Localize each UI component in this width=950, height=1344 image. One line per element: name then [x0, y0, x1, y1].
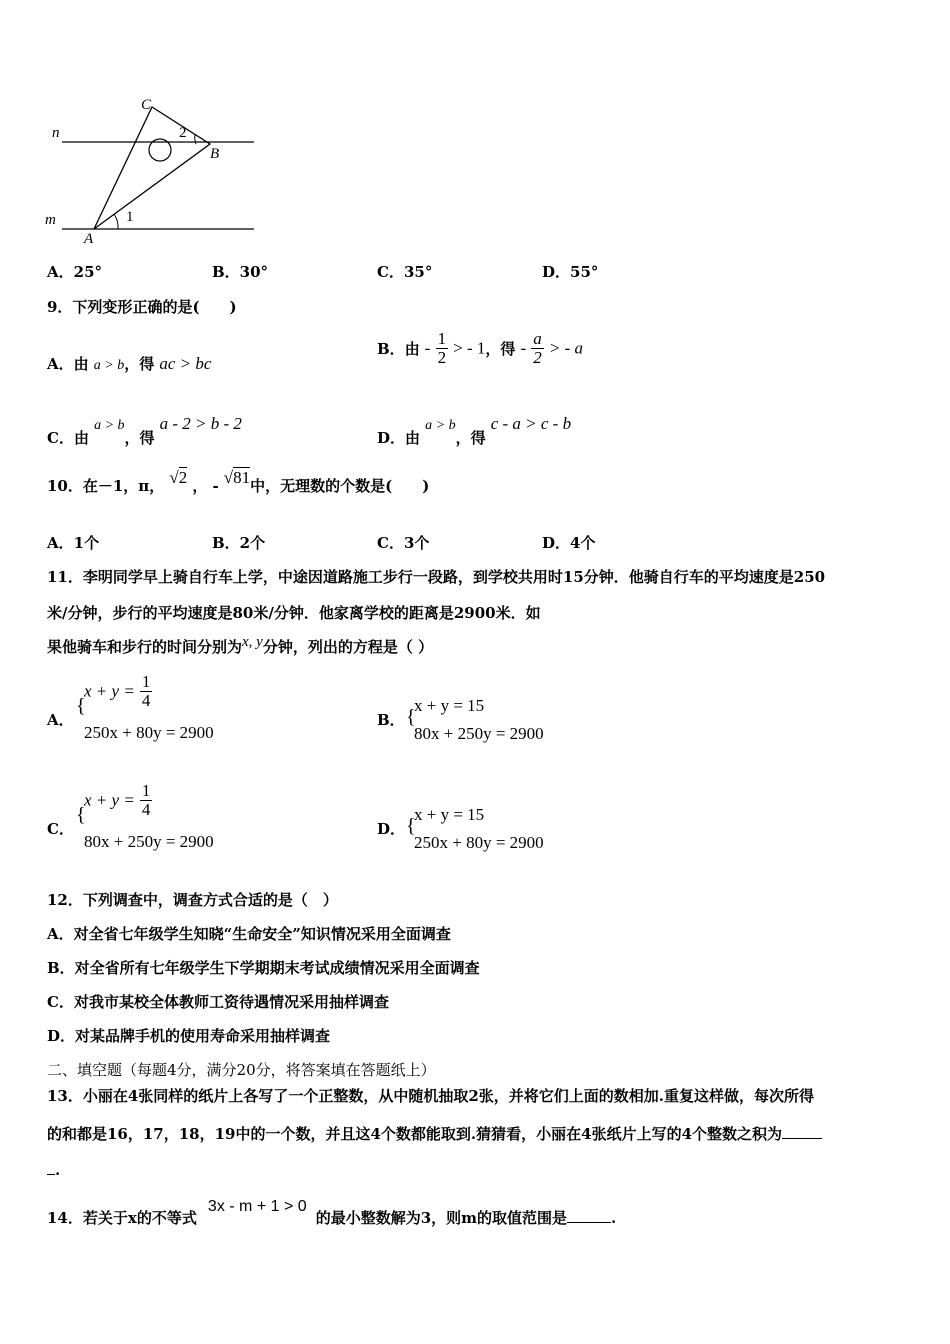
q9-a-cond: a > b — [93, 358, 125, 373]
q10-root-81: √81 — [223, 468, 251, 487]
q11-b-brace: { — [406, 706, 416, 728]
q11-a-den: 4 — [141, 690, 151, 710]
angle-1-arc — [114, 214, 118, 229]
q11-d-eq1: x + y = 15 — [414, 805, 485, 824]
q9-d-you: 由 — [405, 429, 421, 447]
q9-d-cond: a > b — [425, 418, 456, 433]
q9-c-you: 由 — [73, 429, 89, 447]
q11-c-eq1: x + y = — [84, 790, 135, 810]
q9-b-rest1: > - 1 — [453, 338, 486, 358]
q12-option-b[interactable]: B．对全省所有七年级学生下学期期末考试成绩情况采用全面调查 — [47, 959, 480, 977]
q9-b-get: ，得 — [485, 339, 516, 358]
q13-line-2-text: 的和都是16，17，18，19中的一个数，并且这4个数都能取到.猜猜看，小丽在4张纸片上写的4个整数之积为 — [47, 1125, 783, 1143]
q11-a-eq1: x + y = — [84, 681, 135, 701]
q10-stem-b: 中，无理数的个数是( ) — [250, 477, 430, 495]
q10-root-2: √2 — [169, 468, 188, 487]
q9-c-result: a - 2 > b - 2 — [159, 414, 242, 433]
q12-option-d[interactable]: D．对某品牌手机的使用寿命采用抽样调查 — [47, 1027, 331, 1045]
q8-option-b[interactable]: B．30° — [212, 263, 269, 281]
geometry-figure — [40, 92, 270, 252]
q10-stem-a: 10．在－1，π， — [47, 477, 165, 495]
q10-option-a[interactable]: A．1个 — [47, 534, 100, 552]
q11-c-brace: { — [76, 804, 86, 826]
q8-option-a[interactable]: A．25° — [47, 263, 103, 281]
label-b: B — [210, 146, 220, 162]
q9-option-d[interactable] — [377, 413, 572, 447]
q12-stem: 12．下列调查中，调查方式合适的是（ ） — [47, 891, 338, 909]
q9-b-minus: - — [424, 338, 431, 358]
q11-c-label: C． — [47, 820, 74, 838]
q11-c-fraction — [140, 782, 153, 819]
q11-d-label: D． — [377, 820, 406, 838]
q11-line-1: 11．李明同学早上骑自行车上学，中途因道路施工步行一段路，到学校共用时15分钟．他骑自行车的平均速度是250 — [47, 568, 826, 586]
q9-option-c[interactable] — [47, 413, 242, 447]
q9-c-label: C． — [47, 429, 74, 447]
label-angle-2: 2 — [179, 125, 187, 141]
q9-b-den2: 2 — [533, 347, 542, 367]
q11-a-label: A． — [47, 711, 74, 729]
q11-line-3a: 果他骑车和步行的时间分别为 — [47, 638, 243, 656]
q13-answer-blank-cont[interactable] — [47, 1160, 55, 1175]
q9-option-a[interactable] — [47, 353, 211, 374]
q14-answer-blank[interactable] — [567, 1208, 611, 1223]
q10-sep: ， — [192, 477, 208, 495]
q10-option-b[interactable]: B．2个 — [212, 534, 266, 552]
q8-option-d[interactable]: D．55° — [542, 263, 599, 281]
q10-root-81-value: 81 — [233, 468, 251, 487]
q11-line-3 — [47, 636, 433, 657]
q10-stem — [47, 468, 430, 496]
q9-b-num2: a — [533, 329, 542, 348]
triangle-abc — [94, 107, 210, 229]
q14-stem-a: 14．若关于x的不等式 — [47, 1209, 197, 1227]
q13-line-3 — [47, 1160, 60, 1179]
q12-option-c[interactable]: C．对我市某校全体教师工资待遇情况采用抽样调查 — [47, 993, 389, 1011]
q9-b-fraction-1 — [436, 330, 449, 367]
q11-a-fraction — [140, 673, 153, 710]
q13-answer-blank[interactable] — [782, 1124, 822, 1139]
q10-option-c[interactable]: C．3个 — [377, 534, 430, 552]
q11-vars: x, y — [242, 634, 263, 650]
q11-b-label: B． — [377, 711, 405, 729]
label-c: C — [141, 97, 152, 113]
q11-d-eq2: 250x + 80y = 2900 — [414, 833, 544, 852]
q9-b-minus2: - — [520, 338, 527, 358]
q9-option-b[interactable] — [377, 330, 583, 367]
q10-root-2-value: 2 — [178, 468, 188, 487]
q9-d-label: D． — [377, 429, 406, 447]
q11-b-eq1: x + y = 15 — [414, 696, 485, 715]
q10-option-d[interactable]: D．4个 — [542, 534, 596, 552]
q11-c-num: 1 — [141, 781, 151, 800]
q13-end: . — [55, 1161, 61, 1179]
q9-b-label: B． — [377, 339, 405, 358]
q12-option-a[interactable]: A．对全省七年级学生知晓“生命安全”知识情况采用全面调查 — [47, 925, 451, 943]
q10-minus: - — [212, 477, 219, 495]
q11-d-brace: { — [406, 815, 416, 837]
q9-b-fraction-2 — [531, 330, 544, 367]
q13-line-1: 13．小丽在4张同样的纸片上各写了一个正整数，从中随机抽取2张，并将它们上面的数相加.重复这样做，每次所得 — [47, 1087, 814, 1105]
q9-b-rest2: > - a — [548, 338, 584, 358]
label-m: m — [45, 212, 56, 228]
q14-stem-b: 的最小整数解为3，则m的取值范围是 — [315, 1209, 568, 1227]
q9-a-you: 由 — [73, 355, 89, 373]
q9-c-get: ，得 — [124, 429, 155, 447]
q11-line-2: 米/分钟，步行的平均速度是80米/分钟．他家离学校的距离是2900米．如 — [47, 604, 541, 622]
section-2-title: 二、填空题（每题4分，满分20分，将答案填在答题纸上） — [47, 1061, 436, 1079]
q11-a-brace: { — [76, 695, 86, 717]
q9-stem: 9．下列变形正确的是( ) — [47, 298, 237, 316]
q9-a-label: A． — [47, 355, 74, 373]
q14-end: . — [611, 1209, 617, 1227]
q9-b-you: 由 — [404, 339, 420, 358]
q14-stem — [47, 1195, 617, 1227]
q11-c-eq2: 80x + 250y = 2900 — [84, 832, 214, 851]
q9-c-cond: a > b — [94, 418, 125, 433]
q11-a-num: 1 — [141, 672, 151, 691]
q9-d-result: c - a > c - b — [490, 414, 572, 433]
q9-a-get: ，得 — [124, 355, 155, 373]
q9-d-get: ，得 — [455, 429, 486, 447]
q9-b-num1: 1 — [437, 329, 447, 348]
q11-line-3b: 分钟，列出的方程是（ ） — [262, 638, 434, 656]
q9-a-result: ac > bc — [159, 354, 212, 373]
q11-a-eq2: 250x + 80y = 2900 — [84, 723, 214, 742]
q8-option-c[interactable]: C．35° — [377, 263, 433, 281]
label-n: n — [52, 125, 60, 141]
q11-c-den: 4 — [141, 799, 151, 819]
q13-line-2 — [47, 1123, 822, 1144]
label-angle-1: 1 — [126, 209, 134, 225]
q9-b-den1: 2 — [437, 347, 447, 367]
label-a: A — [84, 231, 94, 247]
q11-b-eq2: 80x + 250y = 2900 — [414, 724, 544, 743]
q14-inequality: 3x - m + 1 > 0 — [207, 1198, 307, 1215]
